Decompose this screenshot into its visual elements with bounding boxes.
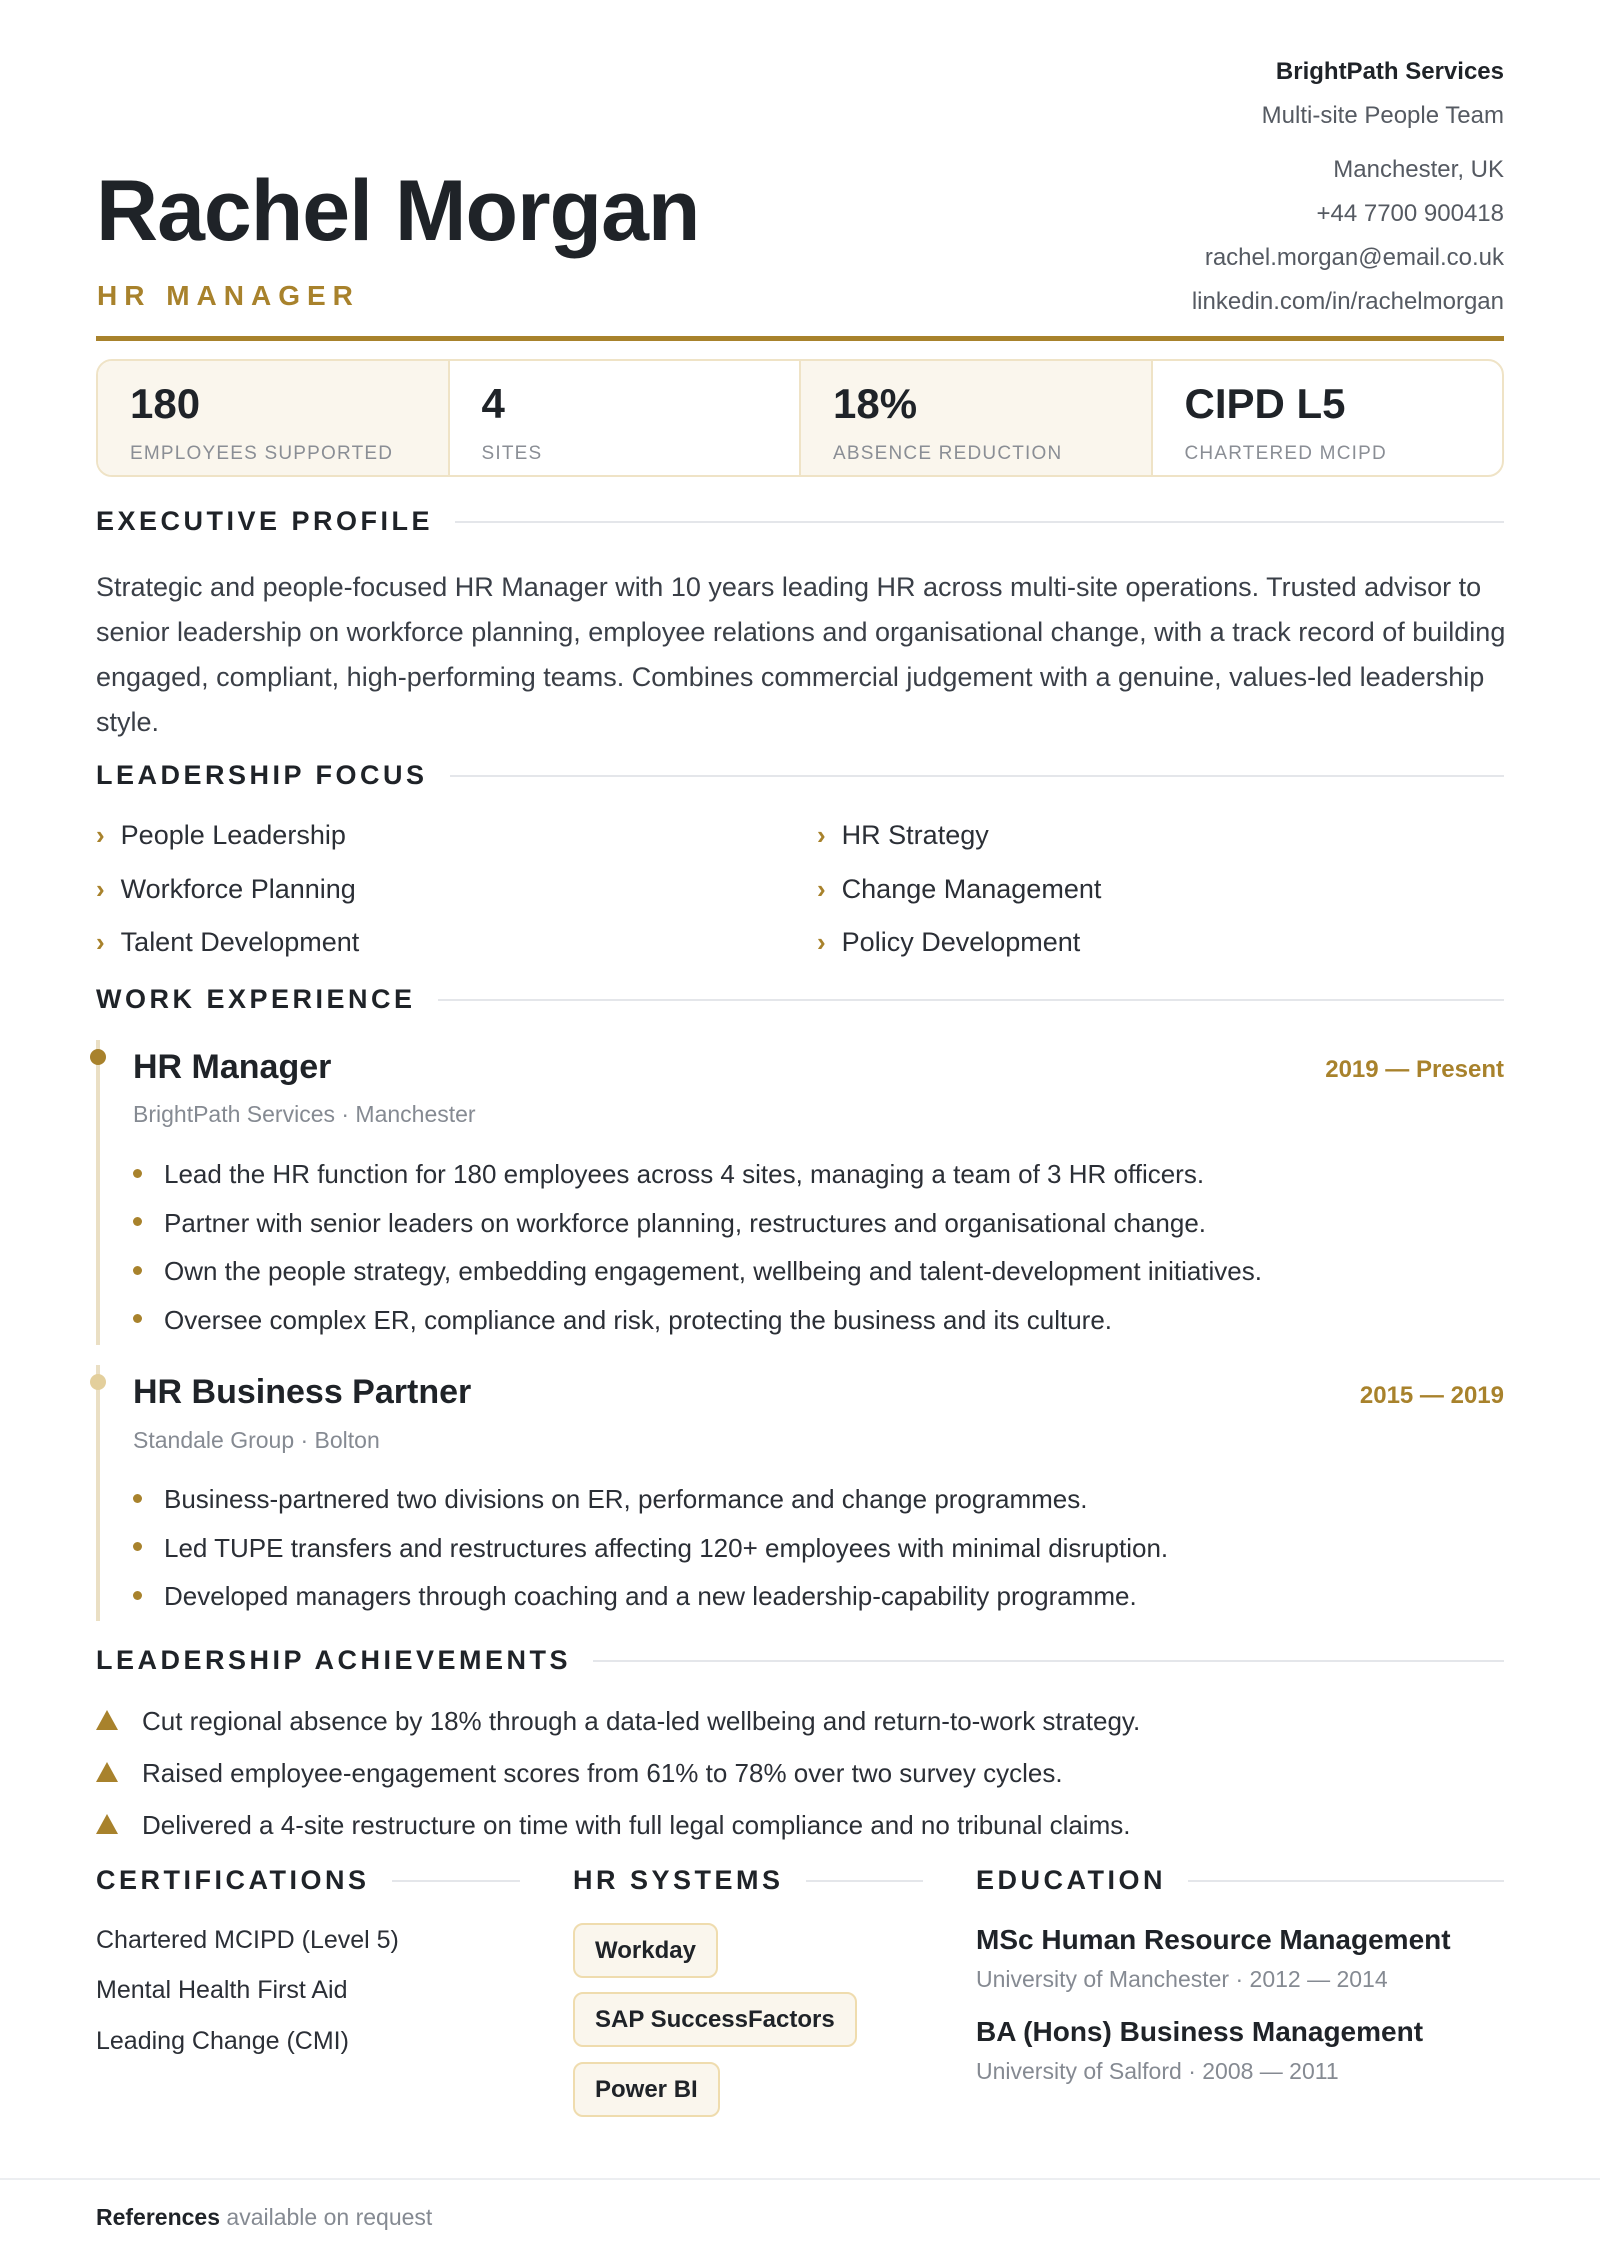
job-entry bbox=[96, 1040, 1504, 1345]
references-note bbox=[96, 2204, 432, 2231]
focus-label: Change Management bbox=[841, 874, 1102, 904]
section-title: EDUCATION bbox=[976, 1865, 1166, 1895]
timeline-bar bbox=[96, 1040, 100, 1345]
education-degree: MSc Human Resource Management bbox=[976, 1924, 1451, 1955]
contact-company: BrightPath Services bbox=[1275, 58, 1504, 85]
triangle-up-icon bbox=[96, 1762, 118, 1782]
references-text: available on request bbox=[226, 2204, 433, 2230]
section-heading-focus bbox=[96, 760, 1504, 791]
list-item bbox=[133, 1296, 1262, 1345]
references-label: References bbox=[96, 2204, 221, 2230]
focus-label: Workforce Planning bbox=[120, 874, 356, 904]
section-divider bbox=[392, 1880, 521, 1882]
bullet-dot-icon bbox=[133, 1169, 142, 1178]
focus-item bbox=[96, 874, 356, 905]
section-title: HR SYSTEMS bbox=[573, 1865, 784, 1895]
candidate-role: HR MANAGER bbox=[97, 280, 360, 311]
bullet-dot-icon bbox=[133, 1217, 142, 1226]
section-heading-achievements bbox=[96, 1645, 1504, 1676]
chevron-right-icon: › bbox=[96, 927, 105, 957]
system-chip: Power BI bbox=[573, 2062, 720, 2117]
bullet-text: Business-partnered two divisions on ER, performance and change programmes. bbox=[164, 1484, 1088, 1514]
section-divider bbox=[806, 1880, 923, 1882]
list-item bbox=[133, 1199, 1262, 1248]
contact-location: Manchester, UK bbox=[1333, 156, 1504, 183]
stat-card bbox=[98, 361, 450, 475]
stat-label: ABSENCE REDUCTION bbox=[833, 443, 1063, 465]
stat-label: EMPLOYEES SUPPORTED bbox=[130, 443, 394, 465]
bullet-text: Developed managers through coaching and a new leadership-capability programme. bbox=[164, 1581, 1137, 1611]
certification-item: Chartered MCIPD (Level 5) bbox=[96, 1926, 399, 1954]
bullet-text: Led TUPE transfers and restructures affecting 120+ employees with minimal disruption. bbox=[164, 1532, 1169, 1563]
profile-text: Strategic and people-focused HR Manager with 10 years leading HR across multi-site operations. Trusted advisor to senior leadership on workforce planning, employee relations and organisational change, with a track record of building engaged, compliant, high-performing teams. Combines commercial judgement with a genuine, values-led leadership style. bbox=[96, 572, 1506, 737]
certification-item: Leading Change (CMI) bbox=[96, 2027, 349, 2055]
stats-bar bbox=[96, 359, 1504, 477]
job-dates: 2019 — Present bbox=[1325, 1056, 1504, 1083]
header-divider bbox=[96, 336, 1504, 341]
section-divider bbox=[1188, 1880, 1504, 1882]
job-dates: 2015 — 2019 bbox=[1359, 1382, 1504, 1409]
stat-value: CIPD L5 bbox=[1184, 380, 1346, 427]
bullet-text: Own the people strategy, embedding engagement, wellbeing and talent-development initiatives. bbox=[164, 1256, 1262, 1286]
bullet-dot-icon bbox=[133, 1314, 142, 1323]
education-detail: University of Manchester · 2012 — 2014 bbox=[976, 1966, 1388, 1992]
section-divider bbox=[450, 775, 1504, 777]
education-degree: BA (Hons) Business Management bbox=[976, 2016, 1424, 2047]
job-bullets bbox=[133, 1475, 1168, 1621]
focus-item bbox=[817, 927, 1080, 958]
bullet-text: Partner with senior leaders on workforce planning, restructures and organisational change. bbox=[164, 1207, 1207, 1238]
job-entry bbox=[96, 1365, 1504, 1621]
section-divider bbox=[593, 1660, 1504, 1662]
stat-card bbox=[450, 361, 802, 475]
section-title: CERTIFICATIONS bbox=[96, 1865, 370, 1895]
stat-card bbox=[801, 361, 1153, 475]
focus-label: Talent Development bbox=[120, 927, 360, 957]
bullet-text: Oversee complex ER, compliance and risk, protecting the business and its culture. bbox=[164, 1304, 1113, 1335]
stat-label: SITES bbox=[481, 443, 543, 465]
contact-phone[interactable]: +44 7700 900418 bbox=[1316, 200, 1504, 227]
section-divider bbox=[455, 521, 1504, 523]
section-heading-profile bbox=[96, 506, 1504, 537]
timeline-dot bbox=[90, 1049, 106, 1065]
focus-label: Policy Development bbox=[841, 927, 1081, 957]
achievement-text: Delivered a 4-site restructure on time with full legal compliance and no tribunal claims. bbox=[142, 1810, 1131, 1840]
list-item bbox=[133, 1475, 1168, 1524]
focus-item bbox=[96, 820, 346, 851]
achievement-text: Cut regional absence by 18% through a data-led wellbeing and return-to-work strategy. bbox=[142, 1706, 1141, 1736]
contact-spacer bbox=[1192, 138, 1504, 148]
focus-item bbox=[817, 820, 989, 851]
job-title: HR Business Partner bbox=[133, 1373, 472, 1411]
chevron-right-icon: › bbox=[817, 874, 826, 904]
timeline-bar bbox=[96, 1365, 100, 1621]
system-chip: Workday bbox=[573, 1923, 718, 1978]
timeline-dot bbox=[90, 1374, 106, 1390]
footer-divider bbox=[0, 2178, 1600, 2180]
achievement-item bbox=[96, 1758, 1063, 1789]
list-item bbox=[133, 1247, 1262, 1296]
list-item bbox=[133, 1524, 1168, 1573]
chevron-right-icon: › bbox=[817, 820, 826, 850]
job-org: Standale Group · Bolton bbox=[133, 1427, 380, 1453]
section-heading-experience bbox=[96, 984, 1504, 1015]
stat-value: 4 bbox=[481, 380, 505, 427]
bullet-text: Lead the HR function for 180 employees across 4 sites, managing a team of 3 HR officers. bbox=[164, 1159, 1205, 1189]
triangle-up-icon bbox=[96, 1710, 118, 1730]
section-heading-systems bbox=[573, 1865, 923, 1896]
focus-item bbox=[96, 927, 359, 958]
contact-block bbox=[1192, 50, 1504, 324]
stat-card bbox=[1153, 361, 1503, 475]
achievement-text: Raised employee-engagement scores from 61% to 78% over two survey cycles. bbox=[142, 1758, 1063, 1788]
list-item bbox=[133, 1572, 1168, 1621]
section-title: EXECUTIVE PROFILE bbox=[96, 506, 434, 536]
section-heading-certifications bbox=[96, 1865, 520, 1896]
bullet-dot-icon bbox=[133, 1542, 142, 1551]
job-bullets bbox=[133, 1150, 1262, 1344]
triangle-up-icon bbox=[96, 1814, 118, 1834]
contact-email[interactable]: rachel.morgan@email.co.uk bbox=[1204, 244, 1504, 271]
chevron-right-icon: › bbox=[817, 927, 826, 957]
section-title: LEADERSHIP ACHIEVEMENTS bbox=[96, 1645, 572, 1675]
section-divider bbox=[438, 999, 1504, 1001]
chevron-right-icon: › bbox=[96, 820, 105, 850]
job-title: HR Manager bbox=[133, 1048, 332, 1086]
focus-label: HR Strategy bbox=[841, 820, 989, 850]
bullet-dot-icon bbox=[133, 1266, 142, 1275]
focus-item bbox=[817, 874, 1101, 905]
section-heading-education bbox=[976, 1865, 1504, 1896]
certification-item: Mental Health First Aid bbox=[96, 1976, 348, 2004]
chevron-right-icon: › bbox=[96, 874, 105, 904]
bullet-dot-icon bbox=[133, 1591, 142, 1600]
focus-label: People Leadership bbox=[120, 820, 346, 850]
system-chip: SAP SuccessFactors bbox=[573, 1992, 857, 2047]
stat-value: 18% bbox=[833, 380, 918, 427]
achievement-item bbox=[96, 1810, 1130, 1841]
job-org: BrightPath Services · Manchester bbox=[133, 1101, 476, 1127]
contact-linkedin[interactable]: linkedin.com/in/rachelmorgan bbox=[1191, 288, 1504, 315]
stat-value: 180 bbox=[130, 380, 201, 427]
section-title: LEADERSHIP FOCUS bbox=[96, 760, 428, 790]
contact-team: Multi-site People Team bbox=[1261, 102, 1504, 129]
list-item bbox=[133, 1150, 1262, 1199]
education-detail: University of Salford · 2008 — 2011 bbox=[976, 2058, 1339, 2084]
candidate-name: Rachel Morgan bbox=[96, 163, 700, 259]
bullet-dot-icon bbox=[133, 1494, 142, 1503]
achievement-item bbox=[96, 1706, 1140, 1737]
stat-label: CHARTERED MCIPD bbox=[1184, 443, 1387, 465]
section-title: WORK EXPERIENCE bbox=[96, 984, 416, 1014]
